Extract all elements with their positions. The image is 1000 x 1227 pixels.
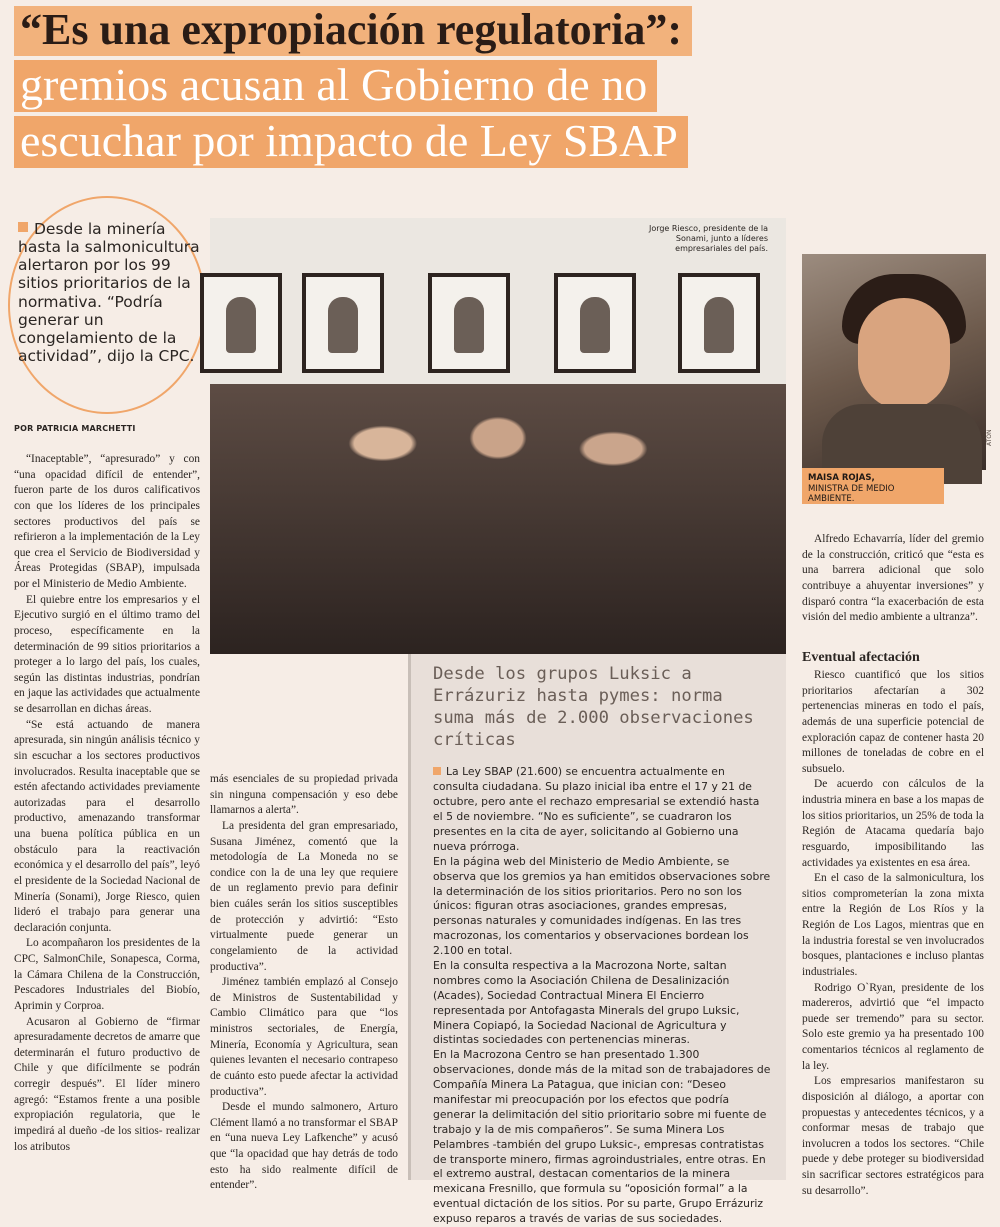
paragraph: De acuerdo con cálculos de la industria minera en base a los mapas de los sitios prioritarios, un 25% de toda la Región de Atacama quedaría bajo resguardo, imposibilitando las actividades ya existentes en esa área. <box>802 778 984 869</box>
lead-text: Desde la minería hasta la salmonicultura alertaron por los 99 sitios prioritarios de la normativa. “Podría generar un congelamiento de la actividad”, dijo la CPC. <box>18 220 200 365</box>
box-title: Desde los grupos Luksic a Errázuriz hasta pymes: norma suma más de 2.000 observaciones críticas <box>433 664 754 750</box>
section-title: Eventual afectación <box>802 650 920 665</box>
caption-name: MAISA ROJAS, <box>808 473 875 483</box>
portrait-frame <box>678 273 760 373</box>
paragraph: Rodrigo O`Ryan, presidente de los madereros, advirtió que “el impacto puede ser tremendo” para su sector. Solo este gremio ya ha presentado 100 comentarios técnicos al reglamento de la ley. <box>802 981 984 1072</box>
portrait-frame <box>428 273 510 373</box>
sidebar-box <box>408 654 786 1226</box>
headline-line-1: “Es una expropiación regulatoria”: <box>14 6 692 56</box>
portrait-frame <box>302 273 384 373</box>
paragraph: más esenciales de su propiedad privada sin ninguna compensación y eso debe llamarnos a alerta”. <box>210 773 398 817</box>
box-body <box>433 765 772 1227</box>
caption-role: MINISTRA DE MEDIO AMBIENTE. <box>808 483 895 505</box>
article-column-1 <box>14 452 200 1155</box>
paragraph: Alfredo Echavarría, líder del gremio de la construcción, criticó que “esta es una barrera adicional que solo contribuye a ahuyentar inversiones” y disparó contra “la exacerbación de esta visión del medio ambiente a ultranza”. <box>802 533 984 624</box>
headline-line-3: escuchar por impacto de Ley SBAP <box>14 116 688 168</box>
article-column-4-bottom <box>802 668 984 1199</box>
portrait-frame <box>200 273 282 373</box>
photo-face <box>858 298 950 410</box>
paragraph: Lo acompañaron los presidentes de la CPC, SalmonChile, Sonapesca, Corma, la Cámara Chilena de la Construcción, Pescadores Industriales del Biobío, Aprimin y Corproa. <box>14 937 200 1012</box>
photo-credit: ATON <box>986 429 993 446</box>
photo-crowd <box>210 384 786 654</box>
headline <box>14 6 854 172</box>
paragraph: Acusaron al Gobierno de “firmar apresuradamente decretos de amarre que determinarán el futuro productivo de Chile y que difícilmente se podrán corregir después”. El líder minero agregó: “Estamos frente a una posible expropiación regulatoria, que le impedirá al dueño -de los sitios- realizar los atributos <box>14 1015 200 1153</box>
main-photo-caption: Jorge Riesco, presidente de la Sonami, junto a líderes empresariales del país. <box>648 224 768 253</box>
main-photo <box>210 218 786 654</box>
box-paragraph-text: La Ley SBAP (21.600) se encuentra actualmente en consulta ciudadana. Su plazo inicial iba entre el 17 y 21 de octubre, pero ante el rechazo empresarial se extendió hasta el 5 de noviembre. “No es suficiente”, se cuadraron los presentes en la cita de ayer, solicitando al Gobierno una nueva prórroga. <box>433 765 760 853</box>
paragraph: “Inaceptable”, “apresurado” y con “una opacidad difícil de entender”, fueron parte de los duros calificativos con que los líderes de los principales sectores productivos del país se refirieron a la implementación de la Ley que crea el Servicio de Biodiversidad y Áreas Protegidas (SBAP), impulsada por el Ministerio de Medio Ambiente. <box>14 453 200 590</box>
box-paragraph: En la Macrozona Centro se han presentado 1.300 observaciones, donde más de la mitad son de trabajadores de Compañía Minera La Patagua, que inician con: “Deseo manifestar mi preocupación por los efectos que podría generar la delimitación del sitio prioritario sobre mi fuente de trabajo y la de mis compañeros”. Se suma Minera Los Pelambres -también del grupo Luksic-, empresas contratistas de transporte minero, firmas agroindustriales, entre otras. En el extremo austral, destacan comentarios de la minera mexicana Fresnillo, que formula su “oposición formal” a la eventual dictación de los sitios. Por su parte, Grupo Errázuriz expuso reparos a través de varias de sus sociedades. <box>433 1048 771 1226</box>
box-paragraph: En la consulta respectiva a la Macrozona Norte, saltan nombres como la Asociación Chilena de Desalinización (Acades), Sociedad Contractual Minera El Encierro representada por Antofagasta Minerals del grupo Luksic, Minera Copiapó, la Sociedad Nacional de Agricultura y distintas sociedades con pertenencias mineras. <box>433 958 740 1047</box>
lead-bullet-icon <box>18 222 28 232</box>
paragraph: Los empresarios manifestaron su disposición al diálogo, a aportar con propuestas y antecedentes técnicos, y a conformar mesas de trabajo que involucren a todos los sectores. “Chile puede y debe proteger su biodiversidad sin sacrificar sectores estratégicos para su desarrollo”. <box>802 1075 984 1197</box>
portrait-frame <box>554 273 636 373</box>
paragraph: “Se está actuando de manera apresurada, sin ningún análisis técnico y sin escuchar a los sectores productivos involucrados. Resulta inaceptable que se estén afectando actividades previamente autorizadas para el desarrollo productivo, amenazando transformar una buena política pública en un obstáculo para la reactivación económica y el desarrollo del país”, leyó el presidente de la Sociedad Nacional de Minería (Sonami), Jorge Riesco, quien lideró el trabajo para generar una declaración conjunta. <box>14 718 200 934</box>
paragraph: Jiménez también emplazó al Consejo de Ministros de Sustentabilidad y Cambio Climático para que “los ministros sectoriales, de Energía, Minería, Economía y Agricultura, sean quienes levanten el necesario contrapeso de cuánto esto puede afectar la actividad productiva”. <box>210 976 398 1098</box>
paragraph: El quiebre entre los empresarios y el Ejecutivo surgió en el último tramo del proceso, específicamente en la determinación de 99 sitios prioritarios a proteger a lo largo del país, los cuales, según las distintas industrias, pondrían en jaque las actividades que actualmente se desarrollan en dichas áreas. <box>14 593 200 715</box>
headline-line-2: gremios acusan al Gobierno de no <box>14 60 657 112</box>
paragraph: La presidenta del gran empresariado, Susana Jiménez, comentó que la metodología de La Moneda no se condice con la de una ley que requiere de un reglamento previo para definir bien cuáles serán los sitios susceptibles de protección y advirtió: “Esto virtualmente puede generar un congelamiento de la actividad productiva”. <box>210 819 398 973</box>
side-photo <box>802 254 986 470</box>
lead-summary <box>18 220 208 365</box>
article-column-4-top <box>802 532 984 626</box>
paragraph: Riesco cuantificó que los sitios prioritarios afectarían a 302 pertenencias mineras en todo el país, además de una superficie potencial de exploración capaz de contener hasta 20 millones de toneladas de cobre en el subsuelo. <box>802 669 984 775</box>
paragraph: Desde el mundo salmonero, Arturo Clément llamó a no transformar el SBAP en “una nueva Ley Lafkenche” y acusó que “la opacidad que hay detrás de todo esto ha sido realmente difícil de entender”. <box>210 1101 398 1192</box>
article-column-2 <box>210 772 398 1194</box>
byline: POR PATRICIA MARCHETTI <box>14 424 136 433</box>
box-bullet-icon <box>433 767 441 775</box>
side-photo-caption <box>802 468 944 504</box>
box-paragraph: En la página web del Ministerio de Medio Ambiente, se observa que los gremios ya han emitidos observaciones sobre la determinación de los sitios prioritarios. Pero no son los únicos: figuran otras asociaciones, grandes empresas, personas naturales y comunidades indígenas. En las tres macrozonas, los comentarios y observaciones bordean los 2.100 en total. <box>433 854 771 958</box>
paragraph: En el caso de la salmonicultura, los sitios comprometerían la zona mixta entre la Región de Los Ríos y la Región de Los Lagos, mientras que en la industria forestal se ven involucrados bosques, plantaciones e incluso plantas industriales. <box>802 872 984 978</box>
box-paragraph <box>433 765 772 854</box>
